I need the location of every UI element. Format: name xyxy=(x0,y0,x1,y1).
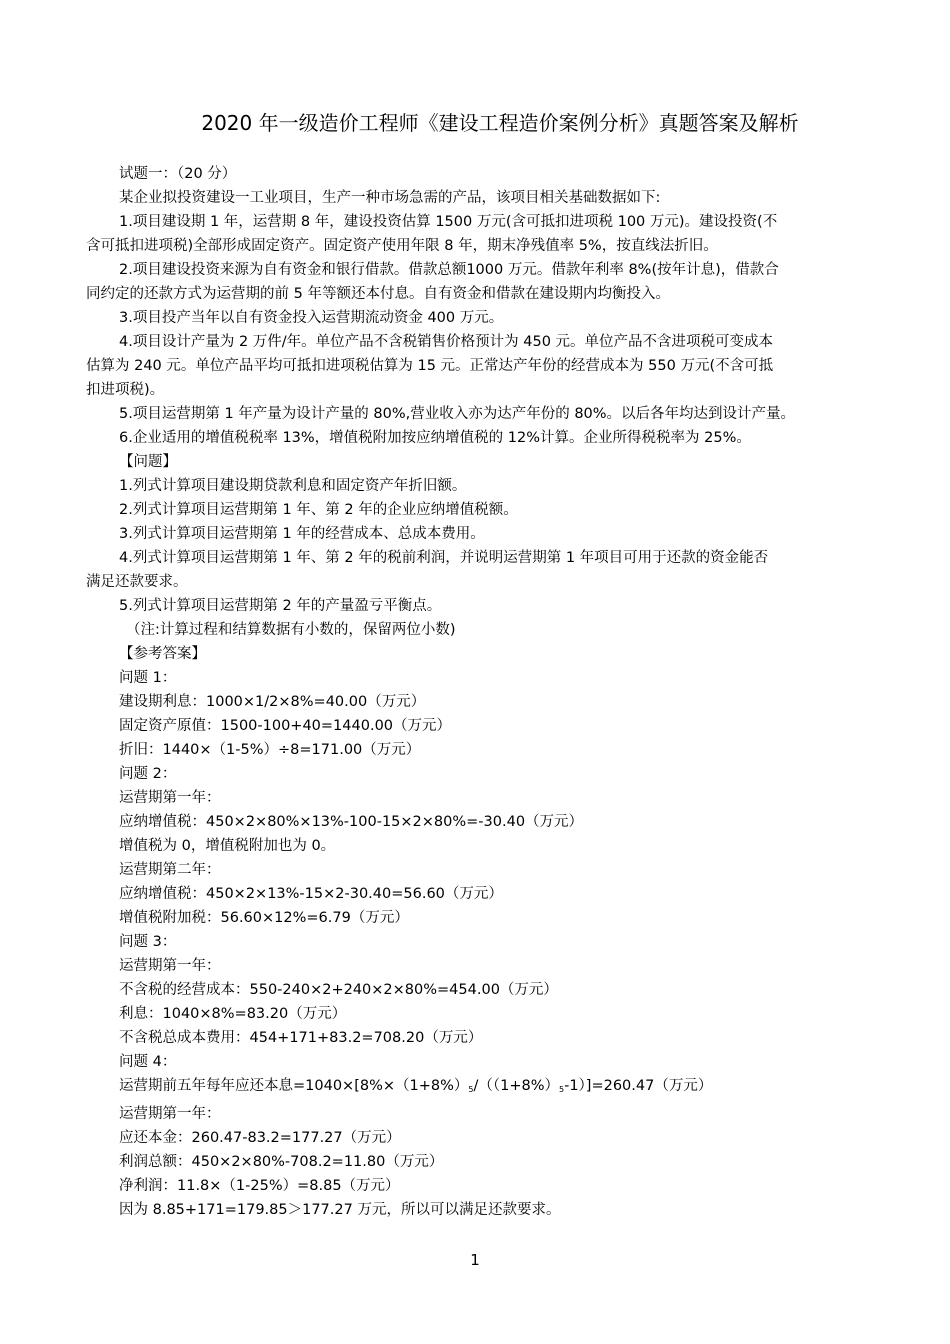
text-line: 1.列式计算项目建设期贷款利息和固定资产年折旧额。 xyxy=(119,478,467,494)
formula-middle: /（（1+8%） xyxy=(473,1078,559,1094)
text-line: 6.企业适用的增值税税率 13%，增值税附加按应纳增值税的 12%计算。企业所得税税率为 25%。 xyxy=(119,430,751,446)
page-number: 1 xyxy=(470,1251,480,1269)
text-line: 问题 4： xyxy=(119,1054,177,1070)
formula-exponent: 5 xyxy=(559,1085,565,1094)
text-line: 1.项目建设期 1 年，运营期 8 年，建设投资估算 1500 万元(含可抵扣进项税 100 万元)。建设投资(不 xyxy=(119,214,778,230)
text-line: 建设期利息：1000×1/2×8%=40.00（万元） xyxy=(119,694,426,710)
text-line: 应纳增值税：450×2×13%-15×2-30.40=56.60（万元） xyxy=(119,886,503,902)
text-line: 增值税附加税：56.60×12%=6.79（万元） xyxy=(119,910,409,926)
text-line: 2.列式计算项目运营期第 1 年、第 2 年的企业应纳增值税额。 xyxy=(119,502,518,518)
text-line: 问题 3： xyxy=(119,934,177,950)
text-line: 同约定的还款方式为运营期的前 5 年等额还本付息。自有资金和借款在建设期内均衡投入。 xyxy=(86,286,670,302)
text-line: 增值税为 0，增值税附加也为 0。 xyxy=(119,838,336,854)
body-lines-after xyxy=(86,1102,866,1222)
text-line: 【参考答案】 xyxy=(119,646,206,662)
document-title: 2020 年一级造价工程师《建设工程造价案例分析》真题答案及解析 xyxy=(201,111,799,135)
text-line: 运营期第一年： xyxy=(119,1106,221,1122)
text-line: 3.项目投产当年以自有资金投入运营期流动资金 400 万元。 xyxy=(119,310,504,326)
text-line: 运营期第一年： xyxy=(119,958,221,974)
text-line: 含可抵扣进项税)全部形成固定资产。固定资产使用年限 8 年，期末净残值率 5%，按直线法折旧。 xyxy=(86,238,718,254)
text-line: 固定资产原值：1500-100+40=1440.00（万元） xyxy=(119,718,452,734)
formula-exponent: 5 xyxy=(468,1085,474,1094)
text-line: 试题一：（20 分） xyxy=(119,166,237,182)
body-lines xyxy=(86,162,866,1074)
text-line: 运营期第一年： xyxy=(119,790,221,806)
text-line: 折旧：1440×（1-5%）÷8=171.00（万元） xyxy=(119,742,421,758)
text-line: 5.项目运营期第 1 年产量为设计产量的 80%,营业收入亦为达产年份的 80%。以后各年均达到设计产量。 xyxy=(119,406,796,422)
text-line: 应纳增值税：450×2×80%×13%-100-15×2×80%=-30.40（万元） xyxy=(119,814,584,830)
formula-line xyxy=(86,1074,866,1102)
text-line: 4.项目设计产量为 2 万件/年。单位产品不含税销售价格预计为 450 元。单位产品不含进项税可变成本 xyxy=(119,334,774,350)
text-line: 3.列式计算项目运营期第 1 年的经营成本、总成本费用。 xyxy=(119,526,485,542)
text-line: 应还本金：260.47-83.2=177.27（万元） xyxy=(119,1130,401,1146)
text-line: 净利润：11.8×（1-25%）=8.85（万元） xyxy=(119,1178,400,1194)
text-line: 问题 1： xyxy=(119,670,177,686)
text-line: 问题 2： xyxy=(119,766,177,782)
text-line: 5.列式计算项目运营期第 2 年的产量盈亏平衡点。 xyxy=(119,598,442,614)
formula-suffix: -1）]=260.47（万元） xyxy=(564,1078,713,1094)
text-line: 利息：1040×8%=83.20（万元） xyxy=(119,1006,347,1022)
formula-prefix: 运营期前五年每年应还本息=1040×[8%×（1+8%） xyxy=(119,1078,469,1094)
document-body xyxy=(86,162,866,1222)
text-line: 扣进项税)。 xyxy=(86,382,165,398)
text-line: 【问题】 xyxy=(119,454,177,470)
text-line: 4.列式计算项目运营期第 1 年、第 2 年的税前利润，并说明运营期第 1 年项目可用于还款的资金能否 xyxy=(119,550,769,566)
text-line: 因为 8.85+171=179.85＞177.27 万元，所以可以满足还款要求。 xyxy=(119,1202,561,1218)
text-line: 满足还款要求。 xyxy=(86,574,188,590)
text-line: 估算为 240 元。单位产品平均可抵扣进项税估算为 15 元。正常达产年份的经营成本为 550 万元(不含可抵 xyxy=(86,358,774,374)
text-line: 某企业拟投资建设一工业项目，生产一种市场急需的产品，该项目相关基础数据如下: xyxy=(119,190,661,206)
text-line: 不含税的经营成本：550-240×2+240×2×80%=454.00（万元） xyxy=(119,982,558,998)
text-line: 不含税总成本费用：454+171+83.2=708.20（万元） xyxy=(119,1030,483,1046)
text-line: 运营期第二年： xyxy=(119,862,221,878)
text-line: （注:计算过程和结算数据有小数的，保留两位小数) xyxy=(126,622,456,638)
text-line: 利润总额：450×2×80%-708.2=11.80（万元） xyxy=(119,1154,444,1170)
text-line: 2.项目建设投资来源为自有资金和银行借款。借款总额1000 万元。借款年利率 8%(按年计息)，借款合 xyxy=(119,262,779,278)
